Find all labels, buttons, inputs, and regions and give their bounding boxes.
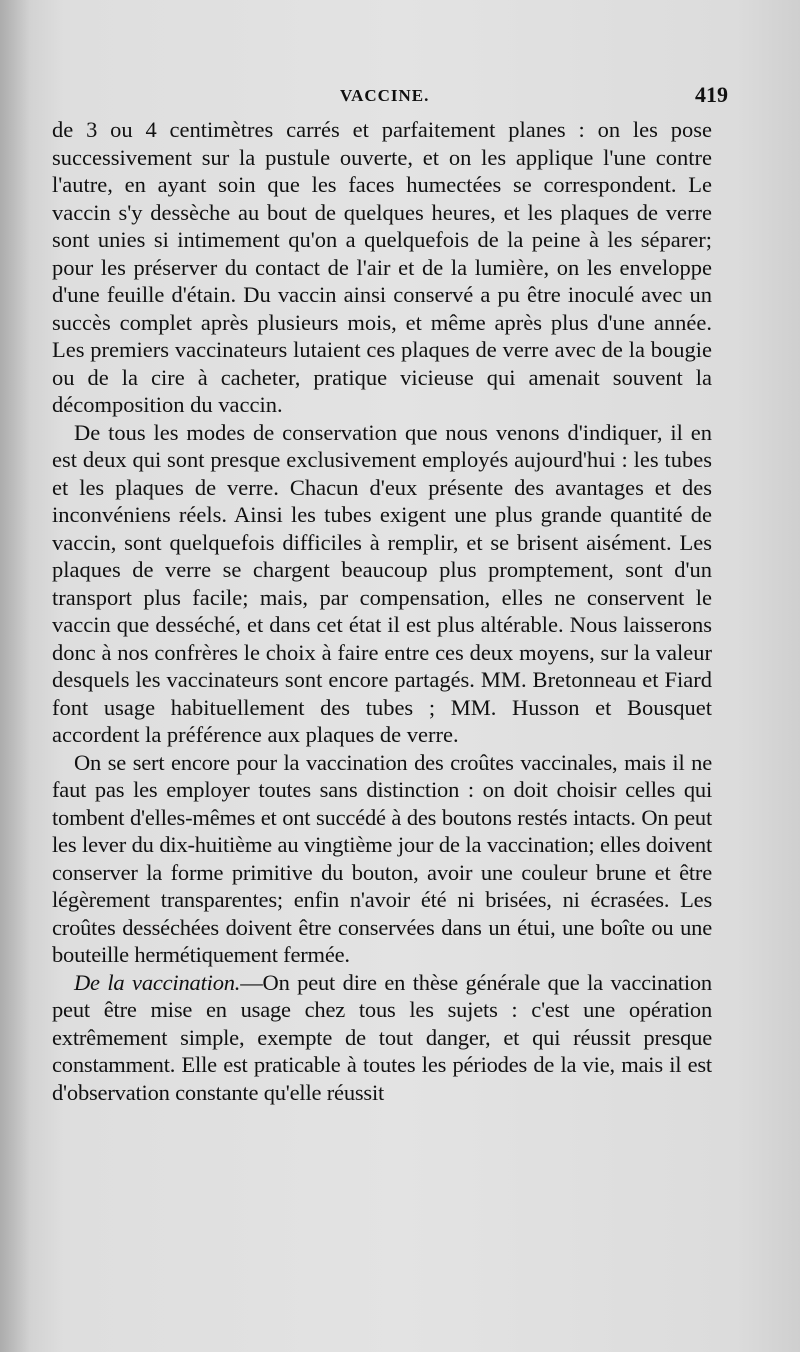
- running-title: VACCINE.: [340, 86, 430, 105]
- paragraph-2: De tous les modes de conservation que nous venons d'indiquer, il en est deux qui sont presque exclusivement employés aujourd'hui : les tubes et les plaques de verre. Chacun d'eux présente des avantages et des inconvéniens réels. Ainsi les tubes exigent une plus grande quantité de vaccin, sont quelquefois difficiles à remplir, et se brisent aisément. Les plaques de verre se chargent beaucoup plus promptement, sont d'un transport plus facile; mais, par compensation, elles ne conservent le vaccin que desséché, et dans cet état il est plus altérable. Nous laisserons donc à nos confrères le choix à faire entre ces deux moyens, sur la valeur desquels les vaccinateurs sont encore partagés. MM. Bretonneau et Fiard font usage habituellement des tubes ; MM. Husson et Bousquet accordent la préférence aux plaques de verre.: [52, 419, 712, 747]
- paragraph-3: On se sert encore pour la vaccination des croûtes vaccinales, mais il ne faut pas les employer toutes sans distinction : on doit choisir celles qui tombent d'elles-mêmes et ont succédé à des boutons restés intacts. On peut les lever du dix-huitième au vingtième jour de la vaccination; elles doivent conserver la forme primitive du bouton, avoir une couleur brune et être légèrement transparentes; enfin n'avoir été ni brisées, ni écrasées. Les croûtes desséchées doivent être conservées dans un étui, une boîte ou une bouteille hermétiquement fermée.: [52, 749, 712, 967]
- section-lead-italic: De la vaccination.: [74, 969, 241, 995]
- page-edge-shadow: [0, 0, 30, 1352]
- body-text: [52, 116, 712, 1106]
- page-number: 419: [695, 82, 728, 107]
- paragraph-4: [52, 969, 712, 1107]
- paragraph-1: de 3 ou 4 centimètres carrés et parfaitement planes : on les pose successivement sur la pustule ouverte, et on les applique l'une contre l'autre, en ayant soin que les faces humectées se correspondent. Le vaccin s'y dessèche au bout de quelques heures, et les plaques de verre sont unies si intimement qu'on a quelquefois de la peine à les séparer; pour les préserver du contact de l'air et de la lumière, on les enveloppe d'une feuille d'étain. Du vaccin ainsi conservé a pu être inoculé avec un succès complet après plusieurs mois, et même après plus d'une année. Les premiers vaccinateurs lutaient ces plaques de verre avec de la bougie ou de la cire à cacheter, pratique vicieuse qui amenait souvent la décomposition du vaccin.: [52, 117, 712, 417]
- running-header: [0, 82, 800, 116]
- paragraph-4-text: —On peut dire en thèse générale que la vaccination peut être mise en usage chez tous les sujets : c'est une opération extrêmement simple, exempte de tout danger, et qui réussit presque constamment. Elle est praticable à toutes les périodes de la vie, mais il est d'observation constante qu'elle réussit: [52, 969, 712, 1105]
